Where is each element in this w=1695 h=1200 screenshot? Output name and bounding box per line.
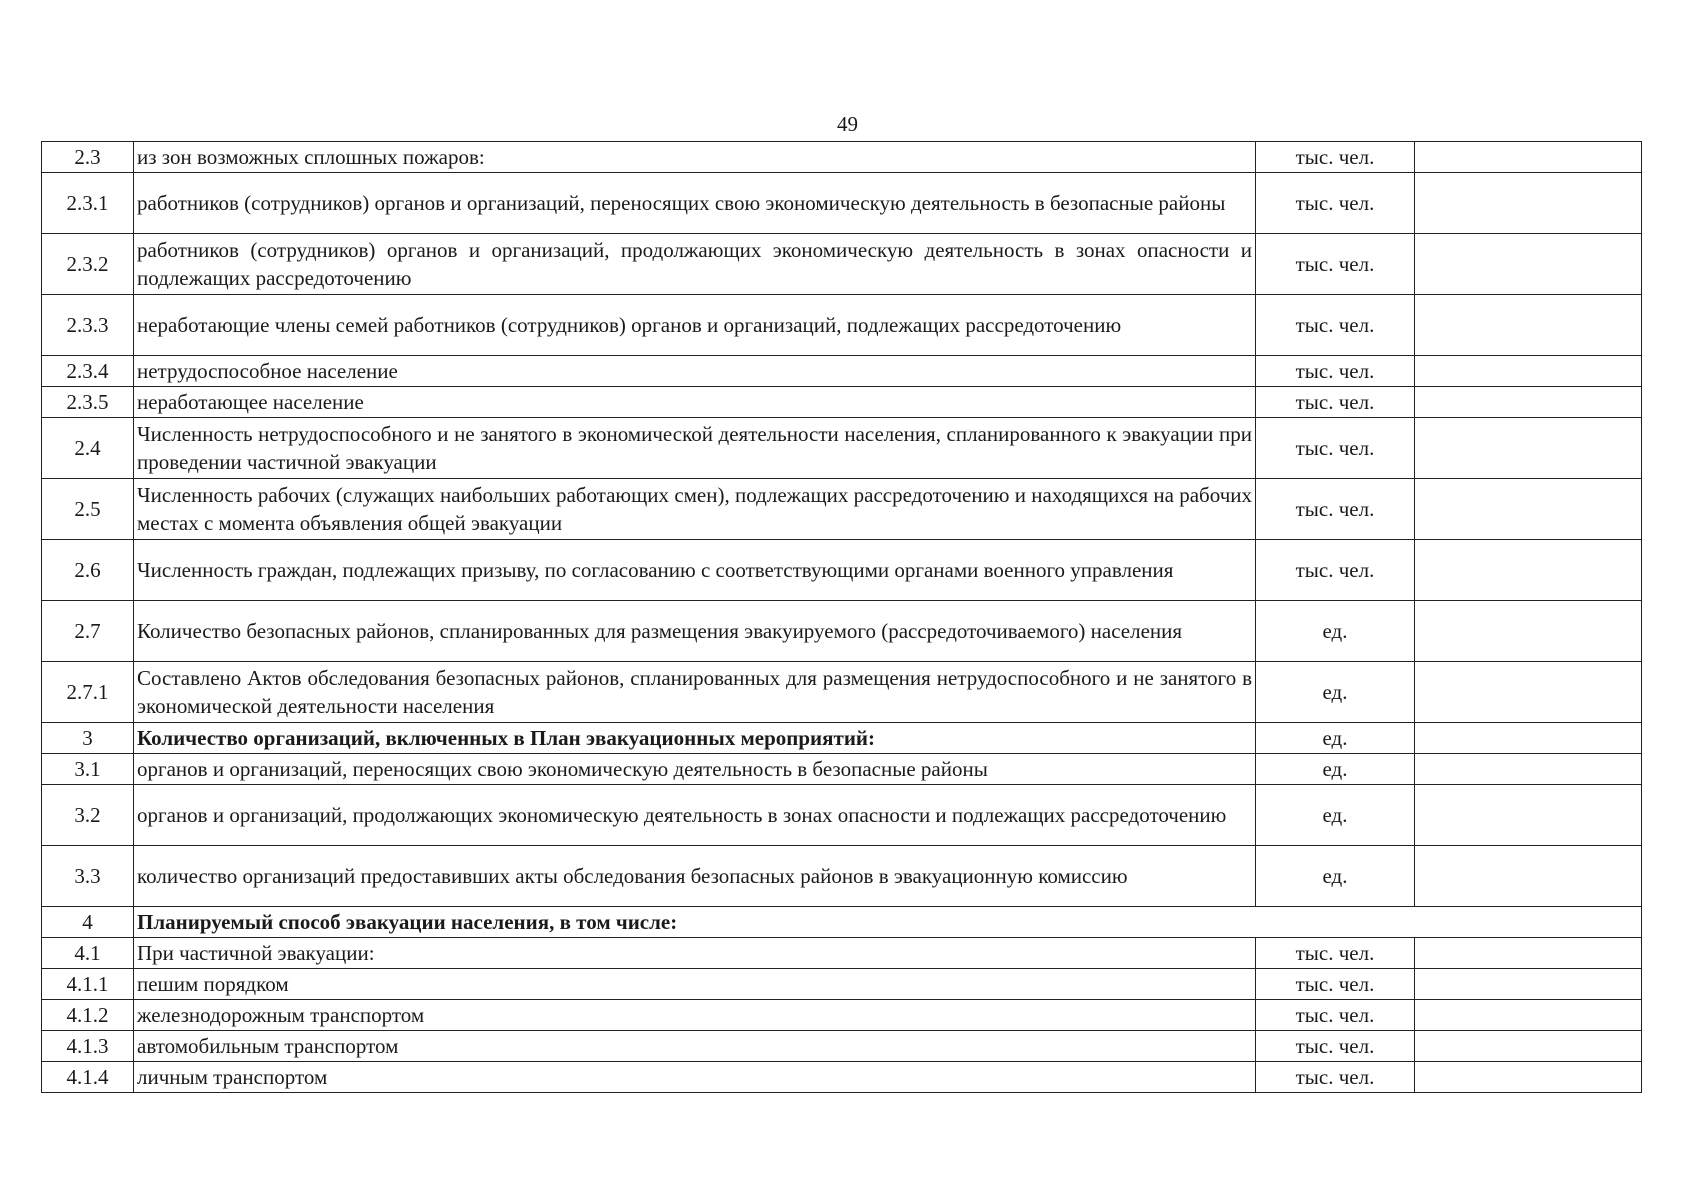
table-row [42,938,1642,969]
row-value-cell [1415,785,1642,846]
row-value-cell [1415,662,1642,723]
row-description: Количество безопасных районов, спланированных для размещения эвакуируемого (рассредоточиваемого) населения [134,601,1256,662]
row-unit: тыс. чел. [1256,234,1415,295]
table-row [42,907,1642,938]
row-number: 2.7 [42,601,134,662]
row-unit: ед. [1256,662,1415,723]
row-unit: тыс. чел. [1256,969,1415,1000]
row-description: пешим порядком [134,969,1256,1000]
row-value-cell [1415,173,1642,234]
row-description: автомобильным транспортом [134,1031,1256,1062]
table-row [42,1062,1642,1093]
row-value-cell [1415,356,1642,387]
row-unit: тыс. чел. [1256,418,1415,479]
row-unit: тыс. чел. [1256,142,1415,173]
table-row [42,387,1642,418]
row-number: 4.1.1 [42,969,134,1000]
row-description: неработающие члены семей работников (сотрудников) органов и организаций, подлежащих рассредоточению [134,295,1256,356]
row-value-cell [1415,754,1642,785]
table-row [42,418,1642,479]
row-number: 4.1 [42,938,134,969]
row-number: 4.1.2 [42,1000,134,1031]
row-description: из зон возможных сплошных пожаров: [134,142,1256,173]
row-number: 3.1 [42,754,134,785]
row-description: работников (сотрудников) органов и организаций, продолжающих экономическую деятельность в зонах опасности и подлежащих рассредоточению [134,234,1256,295]
table-row [42,540,1642,601]
row-unit: тыс. чел. [1256,938,1415,969]
row-description: Численность граждан, подлежащих призыву, по согласованию с соответствующими органами военного управления [134,540,1256,601]
row-number: 2.3 [42,142,134,173]
table-row [42,1031,1642,1062]
row-number: 4 [42,907,134,938]
table-row [42,142,1642,173]
row-value-cell [1415,142,1642,173]
row-value-cell [1415,938,1642,969]
row-unit: тыс. чел. [1256,1000,1415,1031]
row-description: При частичной эвакуации: [134,938,1256,969]
row-number: 4.1.4 [42,1062,134,1093]
row-description: органов и организаций, продолжающих экономическую деятельность в зонах опасности и подлежащих рассредоточению [134,785,1256,846]
row-unit: ед. [1256,723,1415,754]
row-description: органов и организаций, переносящих свою экономическую деятельность в безопасные районы [134,754,1256,785]
table-row [42,723,1642,754]
table-row [42,1000,1642,1031]
table-row [42,846,1642,907]
table-row [42,662,1642,723]
row-value-cell [1415,387,1642,418]
row-description: количество организаций предоставивших акты обследования безопасных районов в эвакуационную комиссию [134,846,1256,907]
row-unit: ед. [1256,601,1415,662]
row-number: 2.6 [42,540,134,601]
row-unit: ед. [1256,754,1415,785]
row-number: 3.2 [42,785,134,846]
row-unit: тыс. чел. [1256,479,1415,540]
row-number: 2.3.1 [42,173,134,234]
row-description: Планируемый способ эвакуации населения, в том числе: [134,907,1642,938]
row-number: 2.7.1 [42,662,134,723]
table-row [42,295,1642,356]
row-value-cell [1415,1062,1642,1093]
row-number: 2.3.5 [42,387,134,418]
row-description: Составлено Актов обследования безопасных районов, спланированных для размещения нетрудоспособного и не занятого в экономической деятельности населения [134,662,1256,723]
row-description: Численность нетрудоспособного и не занятого в экономической деятельности населения, спланированного к эвакуации при проведении частичной эвакуации [134,418,1256,479]
row-unit: ед. [1256,846,1415,907]
row-value-cell [1415,601,1642,662]
row-description: работников (сотрудников) органов и организаций, переносящих свою экономическую деятельность в безопасные районы [134,173,1256,234]
row-description: личным транспортом [134,1062,1256,1093]
row-value-cell [1415,969,1642,1000]
row-unit: ед. [1256,785,1415,846]
row-unit: тыс. чел. [1256,356,1415,387]
table-row [42,234,1642,295]
row-number: 2.5 [42,479,134,540]
table-row [42,601,1642,662]
row-description: Количество организаций, включенных в План эвакуационных мероприятий: [134,723,1256,754]
table-row [42,356,1642,387]
row-description: железнодорожным транспортом [134,1000,1256,1031]
row-number: 4.1.3 [42,1031,134,1062]
row-unit: тыс. чел. [1256,1031,1415,1062]
table-row [42,479,1642,540]
table-row [42,785,1642,846]
row-number: 3.3 [42,846,134,907]
row-description: нетрудоспособное население [134,356,1256,387]
row-unit: тыс. чел. [1256,387,1415,418]
table-body [42,142,1642,1093]
row-value-cell [1415,540,1642,601]
row-unit: тыс. чел. [1256,540,1415,601]
row-value-cell [1415,418,1642,479]
row-number: 2.3.3 [42,295,134,356]
row-number: 3 [42,723,134,754]
row-value-cell [1415,1000,1642,1031]
row-description: неработающее население [134,387,1256,418]
table-row [42,969,1642,1000]
page-number: 49 [837,112,858,136]
row-unit: тыс. чел. [1256,295,1415,356]
table-row [42,754,1642,785]
row-number: 2.3.2 [42,234,134,295]
evacuation-table [41,141,1642,1093]
table-row [42,173,1642,234]
row-number: 2.3.4 [42,356,134,387]
row-unit: тыс. чел. [1256,1062,1415,1093]
row-description: Численность рабочих (служащих наибольших работающих смен), подлежащих рассредоточению и находящихся на рабочих местах с момента объявления общей эвакуации [134,479,1256,540]
row-value-cell [1415,723,1642,754]
row-unit: тыс. чел. [1256,173,1415,234]
row-value-cell [1415,846,1642,907]
row-value-cell [1415,479,1642,540]
row-value-cell [1415,1031,1642,1062]
row-number: 2.4 [42,418,134,479]
row-value-cell [1415,295,1642,356]
row-value-cell [1415,234,1642,295]
